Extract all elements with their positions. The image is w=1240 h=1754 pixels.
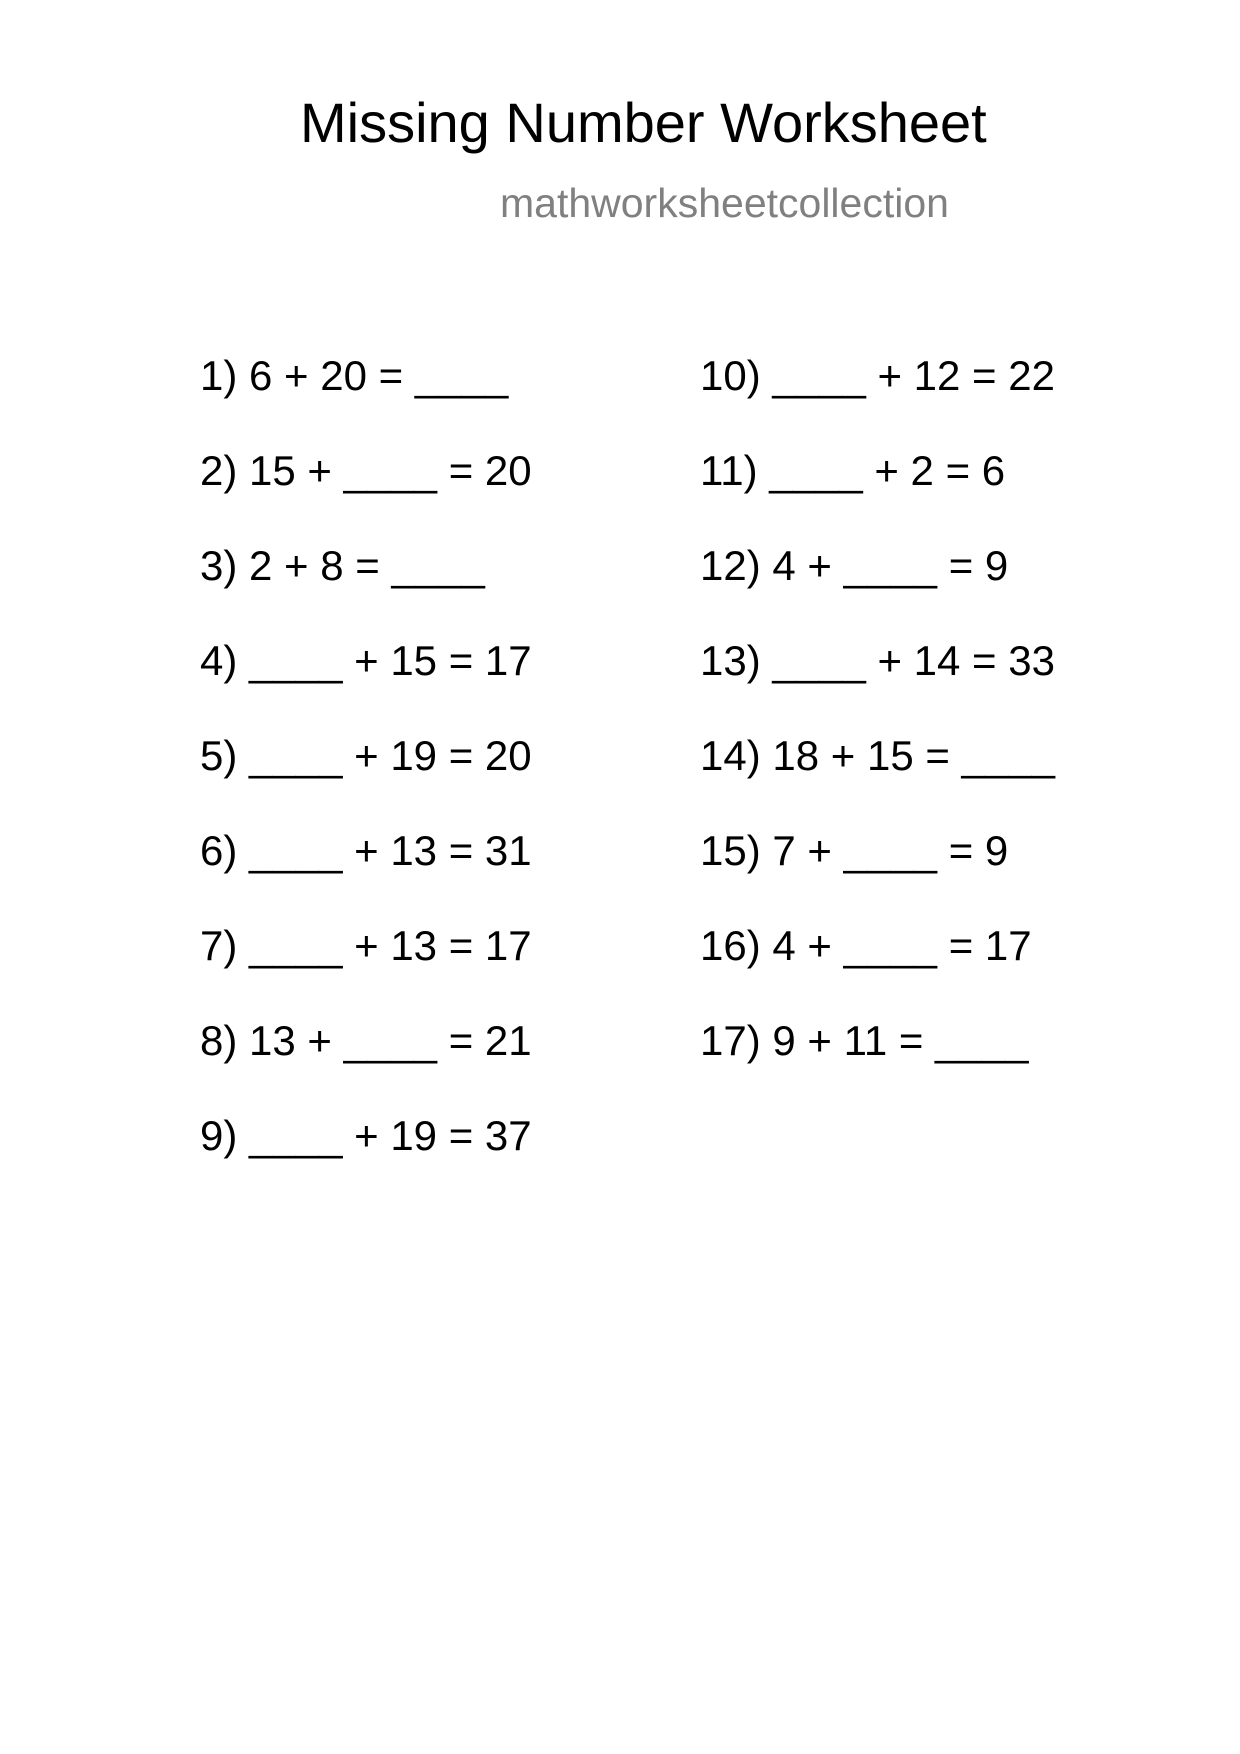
problem-5: 5) ____ + 19 = 20 xyxy=(200,732,532,779)
problem-1: 1) 6 + 20 = ____ xyxy=(200,352,509,399)
problem-9: 9) ____ + 19 = 37 xyxy=(200,1112,532,1159)
problem-2: 2) 15 + ____ = 20 xyxy=(200,447,532,494)
problem-11: 11) ____ + 2 = 6 xyxy=(700,447,1006,494)
page-title: Missing Number Worksheet xyxy=(300,91,987,154)
problem-10: 10) ____ + 12 = 22 xyxy=(700,352,1055,399)
problem-3: 3) 2 + 8 = ____ xyxy=(200,542,485,589)
problem-7: 7) ____ + 13 = 17 xyxy=(200,922,532,969)
problem-17: 17) 9 + 11 = ____ xyxy=(700,1017,1029,1064)
page-subtitle: mathworksheetcollection xyxy=(500,180,949,226)
problem-15: 15) 7 + ____ = 9 xyxy=(700,827,1009,874)
problem-14: 14) 18 + 15 = ____ xyxy=(700,732,1055,779)
problem-16: 16) 4 + ____ = 17 xyxy=(700,922,1032,969)
problem-12: 12) 4 + ____ = 9 xyxy=(700,542,1009,589)
problem-13: 13) ____ + 14 = 33 xyxy=(700,637,1055,684)
problem-8: 8) 13 + ____ = 21 xyxy=(200,1017,532,1064)
problem-6: 6) ____ + 13 = 31 xyxy=(200,827,532,874)
problem-4: 4) ____ + 15 = 17 xyxy=(200,637,532,684)
